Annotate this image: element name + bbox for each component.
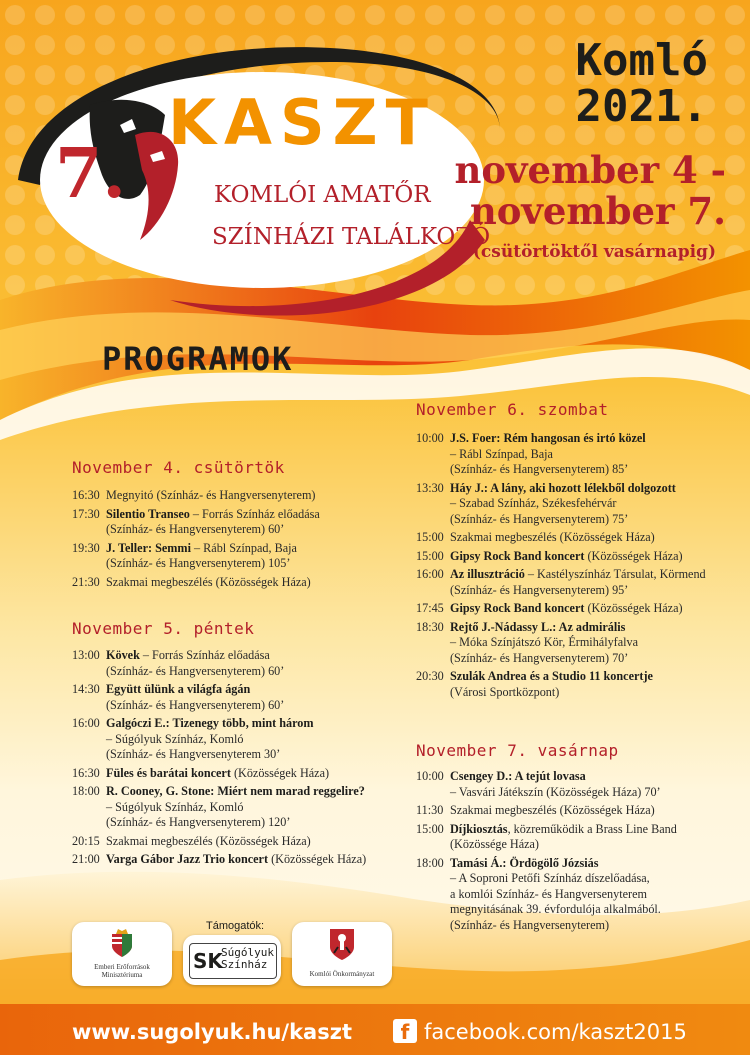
event-main-line <box>450 549 736 565</box>
event-row <box>416 803 736 819</box>
event-title: Szulák Andrea és a Studio 11 koncertje <box>450 669 653 683</box>
event-details <box>450 530 736 546</box>
event-row <box>416 822 736 853</box>
event-description: – Kastélyszínház Társulat, Körmend <box>524 567 706 581</box>
event-time: 10:00 <box>416 769 444 783</box>
event-main-line <box>106 784 392 800</box>
event-details <box>450 549 736 565</box>
event-title: J. Teller: Semmi <box>106 540 191 555</box>
theatre-logo-mark: SK <box>193 949 223 973</box>
municipality-caption: Komlói Önkormányzat <box>309 970 375 978</box>
event-extra-line: (Városi Sportközpont) <box>450 684 560 699</box>
event-time: 18:00 <box>72 784 100 798</box>
event-details <box>106 852 392 868</box>
day-title: November 5. péntek <box>72 619 255 638</box>
event-title: Tamási Á.: Ördögölő Józsiás <box>450 855 599 870</box>
city: Komló <box>575 35 708 86</box>
event-title: Galgóczi E.: Tizenegy több, mint három <box>106 716 314 730</box>
event-details <box>106 488 392 504</box>
event-extra-line: a komlói Színház- és Hangversenyterem <box>450 886 647 901</box>
event-main-line <box>106 716 392 732</box>
event-row <box>416 769 736 800</box>
event-title: Gipsy Rock Band koncert <box>450 548 585 563</box>
event-time: 21:30 <box>72 574 100 589</box>
event-main-line <box>106 682 392 698</box>
event-row <box>416 431 736 478</box>
event-time: 15:00 <box>416 530 444 544</box>
year: 2021. <box>575 81 708 133</box>
event-extra-line: (Színház- és Hangversenyterem) 60’ <box>106 697 285 712</box>
event-extra-line: – Móka Színjátszó Kör, Érmihályfalva <box>450 635 639 649</box>
date-line2: november 7. <box>469 188 726 233</box>
event-main-line <box>450 769 736 785</box>
event-time: 15:00 <box>416 548 444 563</box>
ministry-caption <box>72 963 172 979</box>
event-main-line <box>450 822 736 838</box>
event-row <box>72 575 392 591</box>
date-range-note: (csütörtöktől vasárnapig) <box>472 242 716 262</box>
event-time: 16:00 <box>416 567 444 581</box>
event-time: 15:00 <box>416 821 444 836</box>
day-title: November 6. szombat <box>416 400 609 419</box>
event-main-line <box>106 648 392 664</box>
event-title: Díjkiosztás <box>450 821 508 836</box>
event-details <box>450 601 736 617</box>
event-row <box>416 567 736 598</box>
event-main-line <box>450 481 736 497</box>
event-extra-line: – Rábl Színpad, Baja <box>450 446 553 461</box>
event-description: Szakmai megbeszélés (Közösségek Háza) <box>450 530 655 544</box>
event-extra-line: (Színház- és Hangversenyterem) 60’ <box>106 522 285 536</box>
event-main-line <box>450 620 736 636</box>
event-extra-line: – Szabad Színház, Székesfehérvár <box>450 496 617 510</box>
event-details <box>450 481 736 528</box>
event-title: Silentio Transeo <box>106 506 190 521</box>
event-extra-line: – Súgólyuk Színház, Komló <box>106 731 244 746</box>
event-title: R. Cooney, G. Stone: Miért nem marad reggelire? <box>106 784 365 798</box>
event-main-line <box>450 431 736 447</box>
event-title: Füles és barátai koncert <box>106 765 231 780</box>
logo-subtitle-line1: KOMLÓI AMATŐR <box>214 182 431 208</box>
event-main-line <box>450 669 736 685</box>
event-main-line <box>106 575 392 591</box>
event-extra-line: (Színház- és Hangversenyterem) <box>450 917 610 932</box>
day-schedule <box>72 488 392 593</box>
event-title: Kövek <box>106 648 140 662</box>
sponsors-label: Támogatók: <box>206 920 265 932</box>
event-main-line <box>450 601 736 617</box>
day-schedule <box>416 431 736 703</box>
komlo-coat-of-arms-icon <box>328 927 356 961</box>
event-extra-line: (Közössége Háza) <box>450 837 539 851</box>
sponsor-komlo-logo <box>292 922 392 986</box>
event-details <box>106 766 392 782</box>
event-main-line <box>450 530 736 546</box>
event-row <box>72 682 392 713</box>
event-row <box>72 834 392 850</box>
festival-dates <box>426 150 726 231</box>
date-line1: november 4 - <box>454 148 726 192</box>
event-details <box>450 669 736 700</box>
event-time: 11:30 <box>416 803 444 817</box>
event-extra-line: (Színház- és Hangversenyterem) 60’ <box>106 663 285 678</box>
event-main-line <box>106 852 392 868</box>
event-extra-line: – Súgólyuk Színház, Komló <box>106 799 244 814</box>
event-row <box>72 784 392 831</box>
event-main-line <box>450 856 736 872</box>
facebook-icon: f <box>393 1019 417 1043</box>
event-time: 13:30 <box>416 480 444 495</box>
event-row <box>416 481 736 528</box>
event-title: Együtt ülünk a világfa ágán <box>106 682 251 696</box>
event-description: , közreműködik a Brass Line Band <box>507 821 677 836</box>
event-details <box>106 541 392 572</box>
event-time: 19:30 <box>72 540 100 555</box>
event-time: 16:30 <box>72 488 100 502</box>
programs-title: PROGRAMOK <box>102 340 294 378</box>
day-title: November 4. csütörtök <box>72 458 285 477</box>
event-details <box>106 716 392 763</box>
sponsor-ministry-logo <box>72 922 172 986</box>
event-details <box>106 834 392 850</box>
event-description: (Közösségek Háza) <box>584 601 683 615</box>
event-description: (Közösségek Háza) <box>230 765 330 780</box>
event-row <box>416 620 736 667</box>
day-title: November 7. vasárnap <box>416 741 619 760</box>
logo-subtitle-line2: SZÍNHÁZI TALÁLKOZÓ <box>212 224 491 250</box>
event-title: Csengey D.: A tejút lovasa <box>450 769 586 783</box>
event-title: J.S. Foer: Rém hangosan és irtó közel <box>450 431 646 445</box>
event-time: 16:30 <box>72 765 100 780</box>
event-description: (Közösségek Háza) <box>584 548 683 563</box>
event-details <box>106 507 392 538</box>
event-time: 17:30 <box>72 506 100 521</box>
city-year <box>448 35 708 133</box>
event-time: 17:45 <box>416 601 444 615</box>
event-details <box>106 648 392 679</box>
event-description: (Közösségek Háza) <box>268 852 367 866</box>
event-row <box>416 601 736 617</box>
event-row <box>72 716 392 763</box>
event-row <box>416 549 736 565</box>
event-row <box>72 766 392 782</box>
logo-title: KASZT <box>168 86 436 159</box>
event-details <box>450 431 736 478</box>
event-time: 18:00 <box>416 855 444 870</box>
event-details <box>450 769 736 800</box>
event-time: 18:30 <box>416 619 444 634</box>
theatre-logo-text <box>221 947 274 971</box>
ministry-line2: Minisztériuma <box>101 971 143 980</box>
event-extra-line: (Színház- és Hangversenyterem) 70’ <box>450 650 629 665</box>
event-extra-line: megnyitásának 39. évfordulója alkalmából. <box>450 902 661 916</box>
event-time: 20:30 <box>416 669 444 683</box>
event-time: 16:00 <box>72 716 100 730</box>
event-row <box>416 856 736 934</box>
event-details <box>450 822 736 853</box>
event-details <box>450 856 736 934</box>
edition-number: 7. <box>55 134 126 214</box>
event-extra-line: (Színház- és Hangversenyterem) 95’ <box>450 582 629 597</box>
day-schedule <box>416 769 736 936</box>
event-extra-line: – Vasvári Játékszín (Közösségek Háza) 70’ <box>450 784 661 799</box>
event-row <box>416 530 736 546</box>
event-title: Rejtő J.-Nádassy L.: Az admirális <box>450 619 626 634</box>
website-link[interactable]: www.sugolyuk.hu/kaszt <box>72 1020 352 1044</box>
event-details <box>106 575 392 591</box>
event-extra-line: (Színház- és Hangversenyterem) 120’ <box>106 815 291 829</box>
event-main-line <box>450 803 736 819</box>
event-description: Szakmai megbeszélés (Közösségek Háza) <box>106 833 311 848</box>
event-description: Megnyitó (Színház- és Hangversenyterem) <box>106 488 316 502</box>
event-extra-line: (Színház- és Hangversenyterem) 105’ <box>106 556 291 570</box>
event-row <box>72 648 392 679</box>
hungarian-coat-of-arms-icon <box>110 928 134 958</box>
event-row <box>72 507 392 538</box>
event-row <box>72 541 392 572</box>
event-details <box>450 620 736 667</box>
event-extra-line: (Színház- és Hangversenyterem) 75’ <box>450 511 629 526</box>
event-details <box>450 567 736 598</box>
event-time: 14:30 <box>72 682 100 696</box>
event-row <box>416 669 736 700</box>
event-main-line <box>106 766 392 782</box>
event-main-line <box>106 541 392 557</box>
event-time: 20:15 <box>72 833 100 848</box>
sponsor-sugolyuk-logo <box>183 935 281 985</box>
event-extra-line: (Színház- és Hangversenyterem 30’ <box>106 747 281 761</box>
event-time: 21:00 <box>72 852 100 866</box>
event-extra-line: (Színház- és Hangversenyterem) 85’ <box>450 462 629 476</box>
event-main-line <box>106 488 392 504</box>
ministry-line1: Emberi Erőforrások <box>94 963 150 971</box>
theatre-line1: Súgólyuk <box>221 946 274 959</box>
event-main-line <box>106 834 392 850</box>
event-details <box>106 784 392 831</box>
day-schedule <box>72 648 392 871</box>
event-main-line <box>106 507 392 523</box>
event-main-line <box>450 567 736 583</box>
event-description: – Forrás Színház előadása <box>189 506 320 521</box>
facebook-link[interactable]: facebook.com/kaszt2015 <box>424 1020 687 1044</box>
event-title: Gipsy Rock Band koncert <box>450 601 585 615</box>
event-description: – Forrás Színház előadása <box>139 648 270 662</box>
event-time: 10:00 <box>416 431 444 445</box>
event-title: Háy J.: A lány, aki hozott lélekből dolgozott <box>450 480 676 495</box>
event-description: – Rábl Színpad, Baja <box>190 540 297 555</box>
event-description: Szakmai megbeszélés (Közösségek Háza) <box>450 803 655 817</box>
event-row <box>72 488 392 504</box>
event-title: Az illusztráció <box>450 567 525 581</box>
event-description: Szakmai megbeszélés (Közösségek Háza) <box>106 574 311 589</box>
event-time: 13:00 <box>72 648 100 662</box>
theatre-line2: Színház <box>221 958 268 972</box>
event-details <box>106 682 392 713</box>
event-details <box>450 803 736 819</box>
event-title: Varga Gábor Jazz Trio koncert <box>106 852 269 866</box>
event-extra-line: – A Soproni Petőfi Színház díszelőadása, <box>450 871 650 885</box>
event-row <box>72 852 392 868</box>
